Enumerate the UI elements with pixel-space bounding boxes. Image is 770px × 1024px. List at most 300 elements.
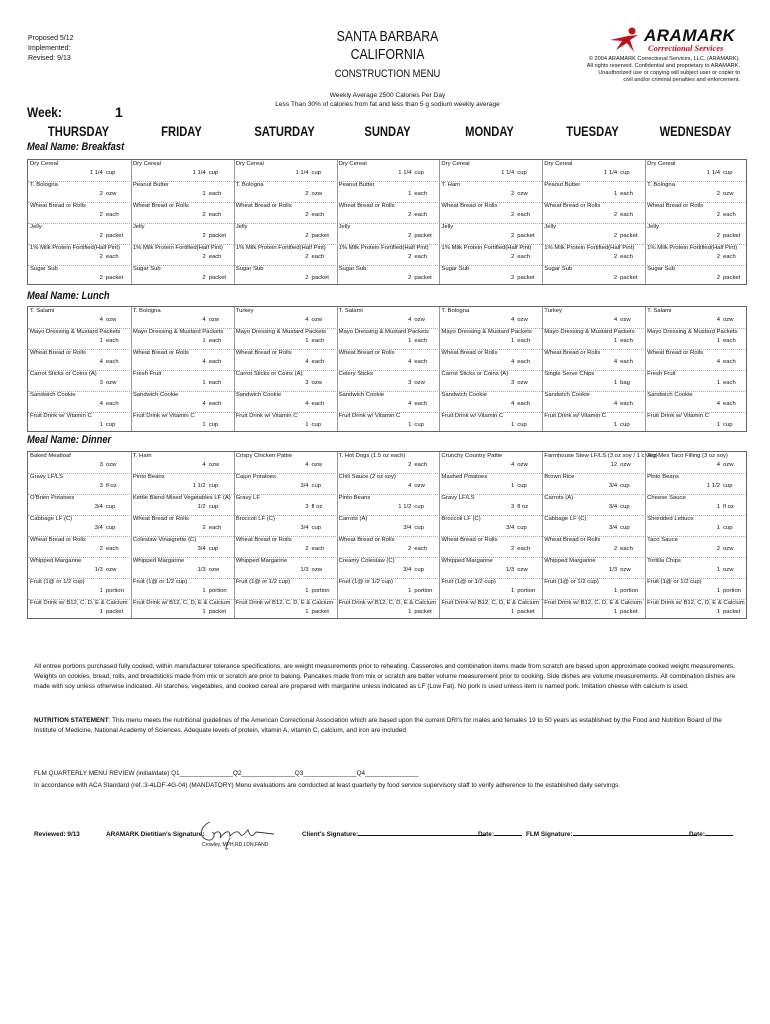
- menu-item: [645, 536, 748, 557]
- quantity-unit: ozw: [105, 567, 117, 573]
- quantity-amount: 1 1/4: [89, 170, 103, 176]
- quantity-amount: 4: [510, 462, 515, 468]
- menu-item: [645, 370, 748, 391]
- quantity-amount: 4: [408, 401, 412, 407]
- quantity-unit: cup: [517, 525, 527, 531]
- menu-item: [542, 536, 645, 557]
- quantity-unit: each: [517, 212, 531, 218]
- reviewed-date: [34, 831, 80, 838]
- item-name: Sandwich Cookie: [441, 392, 487, 398]
- menu-item: [28, 328, 131, 349]
- item-name: Mayo Dressing & Mustard Packets: [30, 329, 121, 335]
- item-quantity: [484, 170, 539, 177]
- menu-item: [542, 328, 645, 349]
- item-name: Tortilla Chips: [647, 558, 681, 564]
- quantity-amount: 2: [305, 212, 309, 218]
- item-name: Dry Cereal: [235, 161, 264, 167]
- menu-item: [439, 557, 542, 578]
- dietitian-signature-label: [106, 831, 204, 838]
- item-name: Taco Sauce: [647, 537, 678, 543]
- item-name: Single Serve Chips: [544, 371, 595, 377]
- menu-item: [234, 391, 337, 412]
- item-name: Jelly: [132, 224, 145, 230]
- item-quantity: [381, 380, 436, 387]
- quantity-amount: 1: [716, 504, 720, 510]
- quantity-amount: 1: [305, 338, 309, 344]
- item-quantity: [690, 233, 745, 240]
- item-quantity: [587, 546, 642, 553]
- item-quantity: [690, 525, 745, 532]
- menu-item: [439, 412, 542, 433]
- item-quantity: [484, 546, 539, 553]
- quantity-amount: 4: [305, 317, 309, 323]
- quantity-amount: 1: [716, 567, 720, 573]
- quantity-unit: ozw: [414, 317, 425, 323]
- quantity-unit: packet: [620, 233, 638, 239]
- item-name: T. Bologna: [647, 182, 675, 188]
- item-quantity: [484, 380, 539, 387]
- quantity-unit: each: [517, 401, 531, 407]
- item-name: Turkey: [544, 308, 563, 314]
- client-label: Client's Signature:: [302, 831, 359, 838]
- quantity-amount: 1: [99, 588, 103, 594]
- quantity-unit: each: [105, 338, 119, 344]
- item-name: Fruit Drink w/ B12, C, D, E & Calcium: [647, 600, 745, 606]
- item-name: Fruit (1@ or 1/2 cup): [235, 579, 291, 585]
- quantity-unit: cup: [620, 483, 630, 489]
- quantity-amount: 4: [510, 317, 515, 323]
- date-label: Date:: [689, 831, 705, 838]
- quantity-unit: fl oz: [105, 483, 117, 489]
- flm-date[interactable]: [689, 831, 733, 838]
- item-quantity: [381, 483, 436, 490]
- item-quantity: [279, 212, 334, 219]
- quantity-unit: ozw: [517, 462, 528, 468]
- menu-item: [645, 160, 748, 181]
- quantity-amount: 1: [202, 588, 206, 594]
- quantity-unit: each: [208, 191, 222, 197]
- quantity-unit: cup: [620, 170, 630, 176]
- menu-item: [439, 599, 542, 620]
- item-name: Jelly: [544, 224, 557, 230]
- menu-item: [542, 557, 645, 578]
- item-quantity: [176, 504, 231, 511]
- quantity-unit: ozw: [105, 380, 117, 386]
- quantity-amount: 2: [716, 546, 720, 552]
- quantity-amount: 1: [305, 588, 309, 594]
- item-quantity: [73, 609, 128, 616]
- menu-item: [234, 328, 337, 349]
- menu-item: [131, 181, 234, 202]
- item-quantity: [690, 380, 745, 387]
- client-signature[interactable]: [302, 831, 486, 838]
- item-quantity: [381, 233, 436, 240]
- item-name: Gravy LF/LS: [30, 474, 64, 480]
- menu-item: [131, 307, 234, 328]
- menu-item: [337, 349, 440, 370]
- quantity-amount: 1: [99, 422, 103, 428]
- item-quantity: [176, 233, 231, 240]
- item-name: Dry Cereal: [647, 161, 676, 167]
- menu-item: [28, 599, 131, 620]
- item-name: Wheat Bread or Rolls: [544, 350, 601, 356]
- quantity-unit: each: [208, 525, 222, 531]
- item-name: Wheat Bread or Rolls: [544, 203, 601, 209]
- quantity-amount: 1 1/4: [192, 170, 206, 176]
- quantity-unit: each: [311, 338, 325, 344]
- item-name: Mayo Dressing & Mustard Packets: [132, 329, 224, 335]
- item-name: Carrot Sticks or Coins (A): [235, 371, 303, 377]
- quantity-amount: 4: [408, 317, 412, 323]
- item-quantity: [279, 254, 334, 261]
- quantity-amount: 2: [202, 525, 206, 531]
- item-name: Wheat Bread or Rolls: [30, 350, 86, 356]
- quantity-amount: 1: [716, 525, 720, 531]
- week-number: 1: [115, 104, 123, 120]
- menu-item: [439, 307, 542, 328]
- title-location-2: CALIFORNIA: [350, 46, 425, 63]
- quantity-unit: cup: [722, 483, 733, 489]
- menu-item: [542, 452, 658, 473]
- quantity-unit: packet: [722, 275, 741, 281]
- quantity-amount: 1/3: [506, 567, 515, 573]
- proposed-date: Proposed 5/12: [28, 35, 74, 42]
- menu-item: [131, 160, 234, 181]
- item-quantity: [176, 191, 231, 198]
- menu-item: [439, 370, 542, 391]
- menu-item: [28, 515, 131, 536]
- item-quantity: [176, 254, 231, 261]
- quantity-unit: each: [620, 401, 633, 407]
- item-quantity: [484, 401, 539, 408]
- quantity-unit: each: [208, 380, 222, 386]
- menu-item: [439, 515, 542, 536]
- quantity-unit: cup: [311, 483, 322, 489]
- menu-item: [234, 515, 337, 536]
- quantity-amount: 4: [716, 359, 720, 365]
- menu-item: [337, 265, 440, 286]
- item-name: Wheat Bread or Rolls: [132, 203, 189, 209]
- item-quantity: [587, 359, 642, 366]
- quantity-unit: ozw: [311, 317, 323, 323]
- item-name: Wheat Bread or Rolls: [235, 537, 292, 543]
- item-name: Fruit (1@ or 1/2 cup): [441, 579, 496, 585]
- menu-item: [542, 599, 645, 620]
- flm-signature[interactable]: [526, 831, 697, 838]
- menu-item: [28, 265, 131, 286]
- quantity-amount: 1: [99, 609, 103, 615]
- menu-item: [337, 307, 440, 328]
- meal-label: Meal Name: Breakfast: [27, 141, 125, 153]
- item-name: Wheat Bread or Rolls: [30, 203, 86, 209]
- quantity-amount: 3: [408, 380, 412, 386]
- menu-item: [542, 160, 645, 181]
- menu-item: [131, 473, 234, 494]
- client-date-line[interactable]: [494, 835, 522, 836]
- quantity-unit: fl oz: [722, 504, 734, 510]
- menu-item: [542, 265, 645, 286]
- menu-item: [645, 391, 748, 412]
- quantity-amount: 3: [510, 380, 515, 386]
- item-name: 1% Milk Protein Fortified(Half Pint): [544, 245, 635, 251]
- item-name: Wheat Bread or Rolls: [235, 203, 292, 209]
- document-status: [28, 34, 74, 64]
- quantity-unit: ozw: [517, 317, 528, 323]
- item-quantity: [587, 254, 642, 261]
- item-name: Creamy Coleslaw (C): [338, 558, 395, 564]
- item-quantity: [587, 233, 642, 240]
- meal-grid: [27, 159, 747, 285]
- item-name: Wheat Bread or Rolls: [338, 537, 395, 543]
- quantity-amount: 2: [716, 191, 720, 197]
- quantity-unit: ozw: [722, 462, 734, 468]
- menu-item: [28, 202, 131, 223]
- quantity-amount: 1: [202, 609, 206, 615]
- quantity-amount: 3/4: [94, 525, 103, 531]
- menu-item: [337, 223, 440, 244]
- quantity-unit: packet: [722, 233, 741, 239]
- quantity-amount: 2: [716, 212, 720, 218]
- menu-item: [542, 391, 645, 412]
- item-quantity: [176, 359, 231, 366]
- flm-date-line[interactable]: [705, 835, 733, 836]
- quantity-amount: 1 1/4: [398, 170, 412, 176]
- menu-item: [131, 202, 234, 223]
- quantity-unit: cup: [517, 483, 527, 489]
- quantity-amount: 4: [99, 317, 103, 323]
- item-name: Turkey: [235, 308, 254, 314]
- quantity-amount: 1: [716, 422, 720, 428]
- quantity-amount: 2: [408, 254, 412, 260]
- item-quantity: [690, 170, 745, 177]
- item-name: Gravy LF/LS: [441, 495, 475, 501]
- menu-item: [234, 536, 337, 557]
- menu-item: [131, 328, 234, 349]
- menu-item: [439, 223, 542, 244]
- menu-item: [439, 181, 542, 202]
- item-name: Pinto Beans: [338, 495, 371, 501]
- quantity-amount: 1: [716, 380, 720, 386]
- quantity-amount: 1: [202, 422, 206, 428]
- item-quantity: [176, 212, 231, 219]
- item-quantity: [176, 609, 231, 616]
- quantity-unit: cup: [105, 170, 116, 176]
- quantity-amount: 1: [408, 338, 412, 344]
- quantity-amount: 4: [202, 462, 206, 468]
- item-quantity: [484, 191, 539, 198]
- quantity-unit: each: [517, 359, 531, 365]
- quantity-unit: packet: [105, 233, 124, 239]
- menu-item: [542, 515, 645, 536]
- item-quantity: [176, 588, 231, 595]
- item-quantity: [587, 401, 642, 408]
- menu-item: [439, 473, 542, 494]
- quantity-amount: 2: [510, 233, 515, 239]
- flm-signature-line[interactable]: [573, 835, 697, 836]
- client-date[interactable]: [478, 831, 522, 838]
- item-quantity: [690, 462, 745, 469]
- menu-item: [542, 202, 645, 223]
- item-quantity: [690, 609, 745, 616]
- item-name: 1% Milk Protein Fortified(Half Pint): [132, 245, 223, 251]
- quantity-unit: cup: [414, 170, 424, 176]
- menu-item: [234, 181, 337, 202]
- menu-item: [439, 265, 542, 286]
- menu-item: [645, 223, 748, 244]
- item-name: Pinto Beans: [132, 474, 165, 480]
- quantity-amount: 1: [305, 422, 309, 428]
- quantity-amount: 2: [305, 233, 309, 239]
- quantity-amount: 3: [305, 504, 309, 510]
- item-name: Mayo Dressing & Mustard Packets: [338, 329, 429, 335]
- quantity-unit: portion: [620, 588, 639, 594]
- item-name: Chili Sauce (2 oz soy): [338, 474, 396, 480]
- menu-item: [234, 473, 337, 494]
- quantity-unit: ozw: [208, 317, 220, 323]
- dietitian-name: Crowley, MPH,RD,LDN,FAND: [202, 842, 269, 848]
- menu-item: [542, 494, 645, 515]
- item-quantity: [279, 546, 334, 553]
- item-quantity: [690, 359, 745, 366]
- item-quantity: [73, 567, 128, 574]
- quantity-unit: cup: [414, 422, 424, 428]
- quantity-unit: each: [311, 359, 325, 365]
- quantity-amount: 2: [408, 233, 412, 239]
- quantity-unit: cup: [105, 422, 116, 428]
- menu-item: [645, 557, 748, 578]
- client-signature-line[interactable]: [358, 835, 486, 836]
- item-name: Fruit Drink w/ Vitamin C: [647, 413, 709, 419]
- quantity-amount: 2: [305, 546, 309, 552]
- menu-item: [645, 578, 748, 599]
- quantity-unit: each: [208, 254, 222, 260]
- menu-item: [542, 181, 645, 202]
- item-quantity: [279, 380, 334, 387]
- quantity-amount: 2: [99, 254, 103, 260]
- item-quantity: [484, 338, 539, 345]
- quantity-amount: 2: [305, 254, 309, 260]
- quantity-amount: 2: [510, 212, 515, 218]
- quantity-amount: 1: [716, 338, 720, 344]
- item-name: T. Salami: [30, 308, 55, 314]
- item-quantity: [73, 191, 128, 198]
- item-name: Carrots (A): [544, 495, 574, 501]
- quantity-amount: 1: [716, 609, 720, 615]
- menu-item: [337, 536, 440, 557]
- item-name: Whipped Margarine: [132, 558, 185, 564]
- quantity-amount: 4: [408, 359, 412, 365]
- item-quantity: [484, 212, 539, 219]
- quantity-unit: cup: [208, 170, 219, 176]
- item-quantity: [176, 380, 231, 387]
- quantity-amount: 4: [510, 401, 515, 407]
- week-label: Week:: [27, 104, 62, 120]
- item-quantity: [587, 170, 642, 177]
- calorie-note: Weekly Average 2500 Calories Per Day: [329, 92, 446, 99]
- menu-item: [131, 557, 234, 578]
- quantity-unit: each: [517, 546, 531, 552]
- item-name: Farmhouse Stew LF/LS (3 oz soy / 1 c veg): [544, 453, 658, 459]
- portion-notes: All entree portions purchased fully cooked, within manufacturer tolerance specifications, are weight measurements prior to reheating. Casseroles and combination items made from scratch are based upon approximate cooked weight measurements. Weights on cookies, bread, rolls, and breadsticks made from mix or scratch are prior to baking. Pancakes made from mix or scratch are batter volume measurement prior to cooking. Side dishes are volume measurements. All combination dishes are made with soy unless otherwise indicated. All starches, vegetables, and cooked cereal are prepared with margarine unless indicated as LF (Low Fat). No pork is used unless item is named pork. Imitation cheese with calcium is used.: [34, 663, 736, 690]
- item-quantity: [587, 462, 642, 469]
- day-header: TUESDAY: [566, 123, 620, 139]
- item-quantity: [690, 546, 745, 553]
- item-name: Carrots (A): [338, 516, 368, 522]
- item-name: Coleslaw Vinaigrette (C): [132, 537, 197, 543]
- menu-item: [28, 473, 131, 494]
- item-name: Jelly: [441, 224, 454, 230]
- item-quantity: [587, 422, 642, 429]
- quantity-unit: each: [311, 254, 325, 260]
- menu-item: [28, 557, 131, 578]
- item-name: Fruit (1@ or 1/2 cup): [338, 579, 393, 585]
- item-name: Dry Cereal: [132, 161, 161, 167]
- menu-item: [439, 494, 542, 515]
- meal-label: Meal Name: Lunch: [27, 290, 110, 302]
- menu-item: [542, 244, 645, 265]
- menu-item: [234, 578, 337, 599]
- quantity-amount: 1: [408, 609, 412, 615]
- quantity-unit: each: [414, 462, 428, 468]
- day-header: WEDNESDAY: [659, 123, 732, 139]
- implemented-date: Implemented:: [28, 45, 71, 52]
- menu-item: [645, 244, 748, 265]
- item-name: Shredded Lettuce: [647, 516, 694, 522]
- quantity-amount: 1/3: [608, 567, 618, 573]
- item-quantity: [73, 525, 128, 532]
- menu-item: [234, 307, 337, 328]
- reviewed-label: Reviewed: 9/13: [34, 831, 80, 838]
- quantity-unit: cup: [208, 546, 219, 552]
- menu-item: [439, 244, 542, 265]
- quantity-amount: 4: [99, 359, 103, 365]
- quantity-amount: 2: [408, 212, 412, 218]
- item-name: Cabbage LF (C): [544, 516, 587, 522]
- item-name: Whipped Margarine: [441, 558, 493, 564]
- item-quantity: [381, 401, 436, 408]
- menu-item: [234, 244, 337, 265]
- item-quantity: [73, 233, 128, 240]
- quantity-unit: ozw: [311, 567, 323, 573]
- meal-label: Meal Name: Dinner: [27, 434, 112, 446]
- menu-item: [28, 370, 131, 391]
- item-name: Kettle Blend Mixed Vegetables LF (A): [132, 495, 231, 501]
- item-name: Wheat Bread or Rolls: [647, 350, 704, 356]
- quantity-unit: each: [208, 401, 222, 407]
- item-quantity: [381, 317, 436, 324]
- quantity-amount: 2: [613, 275, 618, 281]
- menu-item: [337, 412, 440, 433]
- menu-item: [131, 536, 234, 557]
- item-name: Mayo Dressing & Mustard Packets: [544, 329, 635, 335]
- item-name: Crunchy Country Pattie: [441, 453, 503, 459]
- item-quantity: [279, 233, 334, 240]
- quantity-unit: ozw: [311, 380, 323, 386]
- quantity-amount: 2: [99, 275, 103, 281]
- quantity-amount: 2: [408, 462, 412, 468]
- quantity-unit: each: [208, 212, 222, 218]
- quantity-amount: 2: [613, 546, 618, 552]
- quantity-unit: portion: [414, 588, 433, 594]
- item-quantity: [690, 567, 745, 574]
- item-quantity: [690, 401, 745, 408]
- item-name: Baked Meatloaf: [30, 453, 71, 459]
- quantity-amount: 12: [610, 462, 618, 468]
- quantity-amount: 4: [202, 317, 206, 323]
- quantity-amount: 2: [202, 275, 206, 281]
- menu-item: [337, 181, 440, 202]
- quantity-unit: packet: [620, 275, 638, 281]
